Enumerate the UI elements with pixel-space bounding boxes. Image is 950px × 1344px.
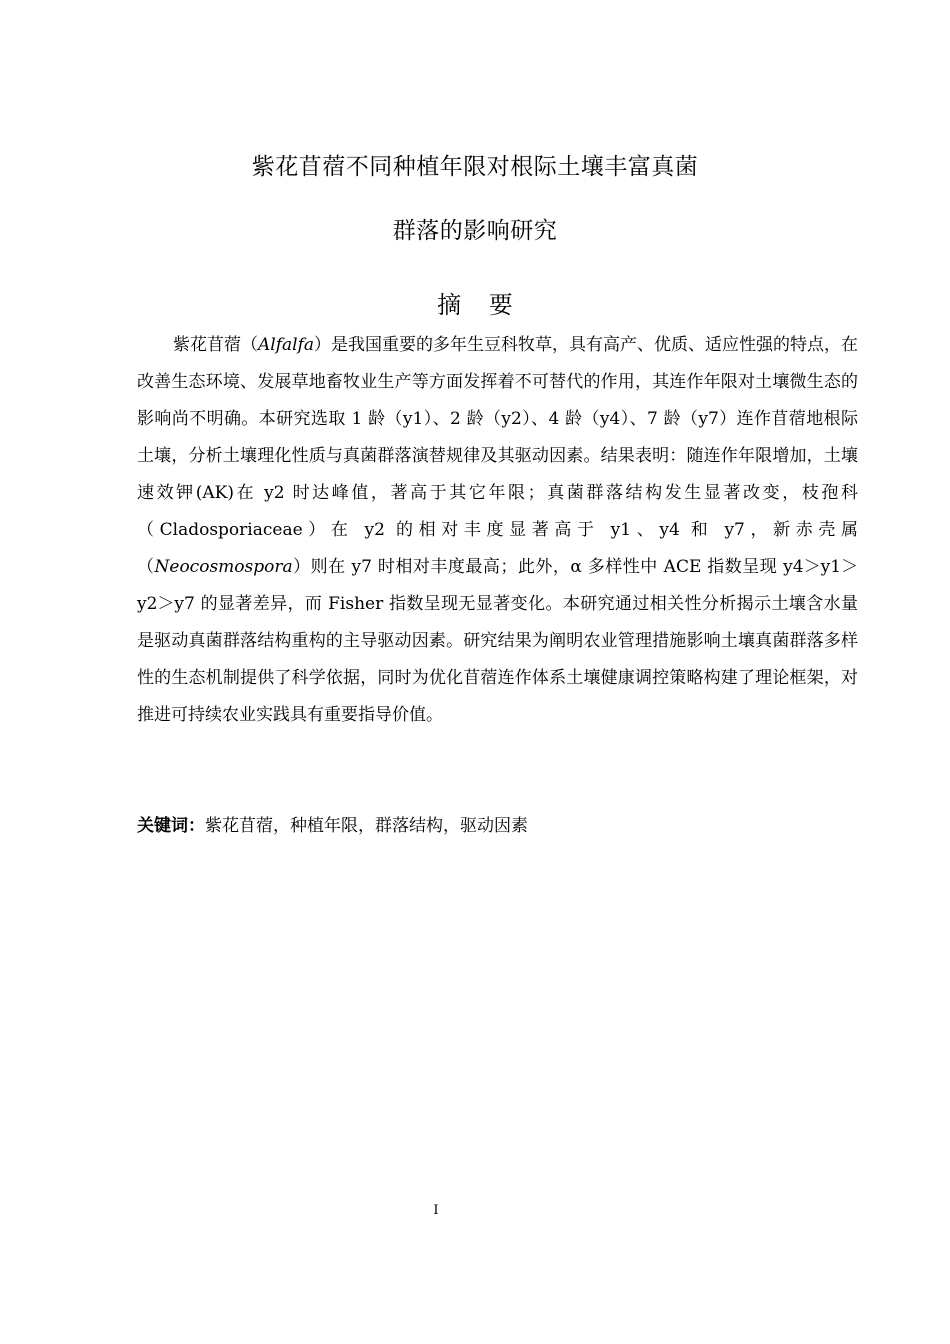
abstract-text-part-3: ）则在 y7 时相对丰度最高；此外，α 多样性中 ACE 指数呈现 y4＞y1＞y2＞y7 的显著差异，而 Fisher 指数呈现无显著变化。本研究通过相关性分析揭示土壤含水量是驱动真菌群落结构重构的主导驱动因素。研究结果为阐明农业管理措施影响土壤真菌群落多样性的生态机制提供了科学依据，同时为优化苜蓿连作体系土壤健康调控策略构建了理论框架，对推进可持续农业实践具有重要指导价值。 (137, 557, 859, 725)
abstract-text-part-2: ）是我国重要的多年生豆科牧草，具有高产、优质、适应性强的特点，在改善生态环境、发展草地畜牧业生产等方面发挥着不可替代的作用，其连作年限对土壤微生态的影响尚不明确。本研究选取 1 龄（y1）、2 龄（y2）、4 龄（y4）、7 龄（y7）连作苜蓿地根际土壤，分析土壤理化性质与真菌群落演替规律及其驱动因素。结果表明：随连作年限增加，土壤速效钾(AK)在 y2 时达峰值，著高于其它年限；真菌群落结构发生显著改变，枝孢科（Cladosporiaceae）在 y2 的相对丰度显著高于 y1、y4 和 y7，新赤壳属（ (137, 335, 859, 577)
keywords-text: 紫花苜蓿，种植年限，群落结构，驱动因素 (205, 816, 528, 836)
keywords-line (137, 812, 528, 840)
abstract-genus-name: Neocosmospora (154, 557, 293, 577)
abstract-heading: 摘 要 (437, 291, 523, 319)
abstract-paragraph (137, 327, 858, 734)
keywords-label: 关键词： (137, 816, 205, 836)
abstract-species-name: Alfalfa (258, 335, 315, 355)
thesis-title-line-1: 紫花苜蓿不同种植年限对根际土壤丰富真菌 (251, 154, 699, 180)
abstract-text-part-1: 紫花苜蓿（ (173, 335, 258, 355)
thesis-title-line-2: 群落的影响研究 (392, 218, 558, 244)
page-number: I (433, 1203, 439, 1218)
